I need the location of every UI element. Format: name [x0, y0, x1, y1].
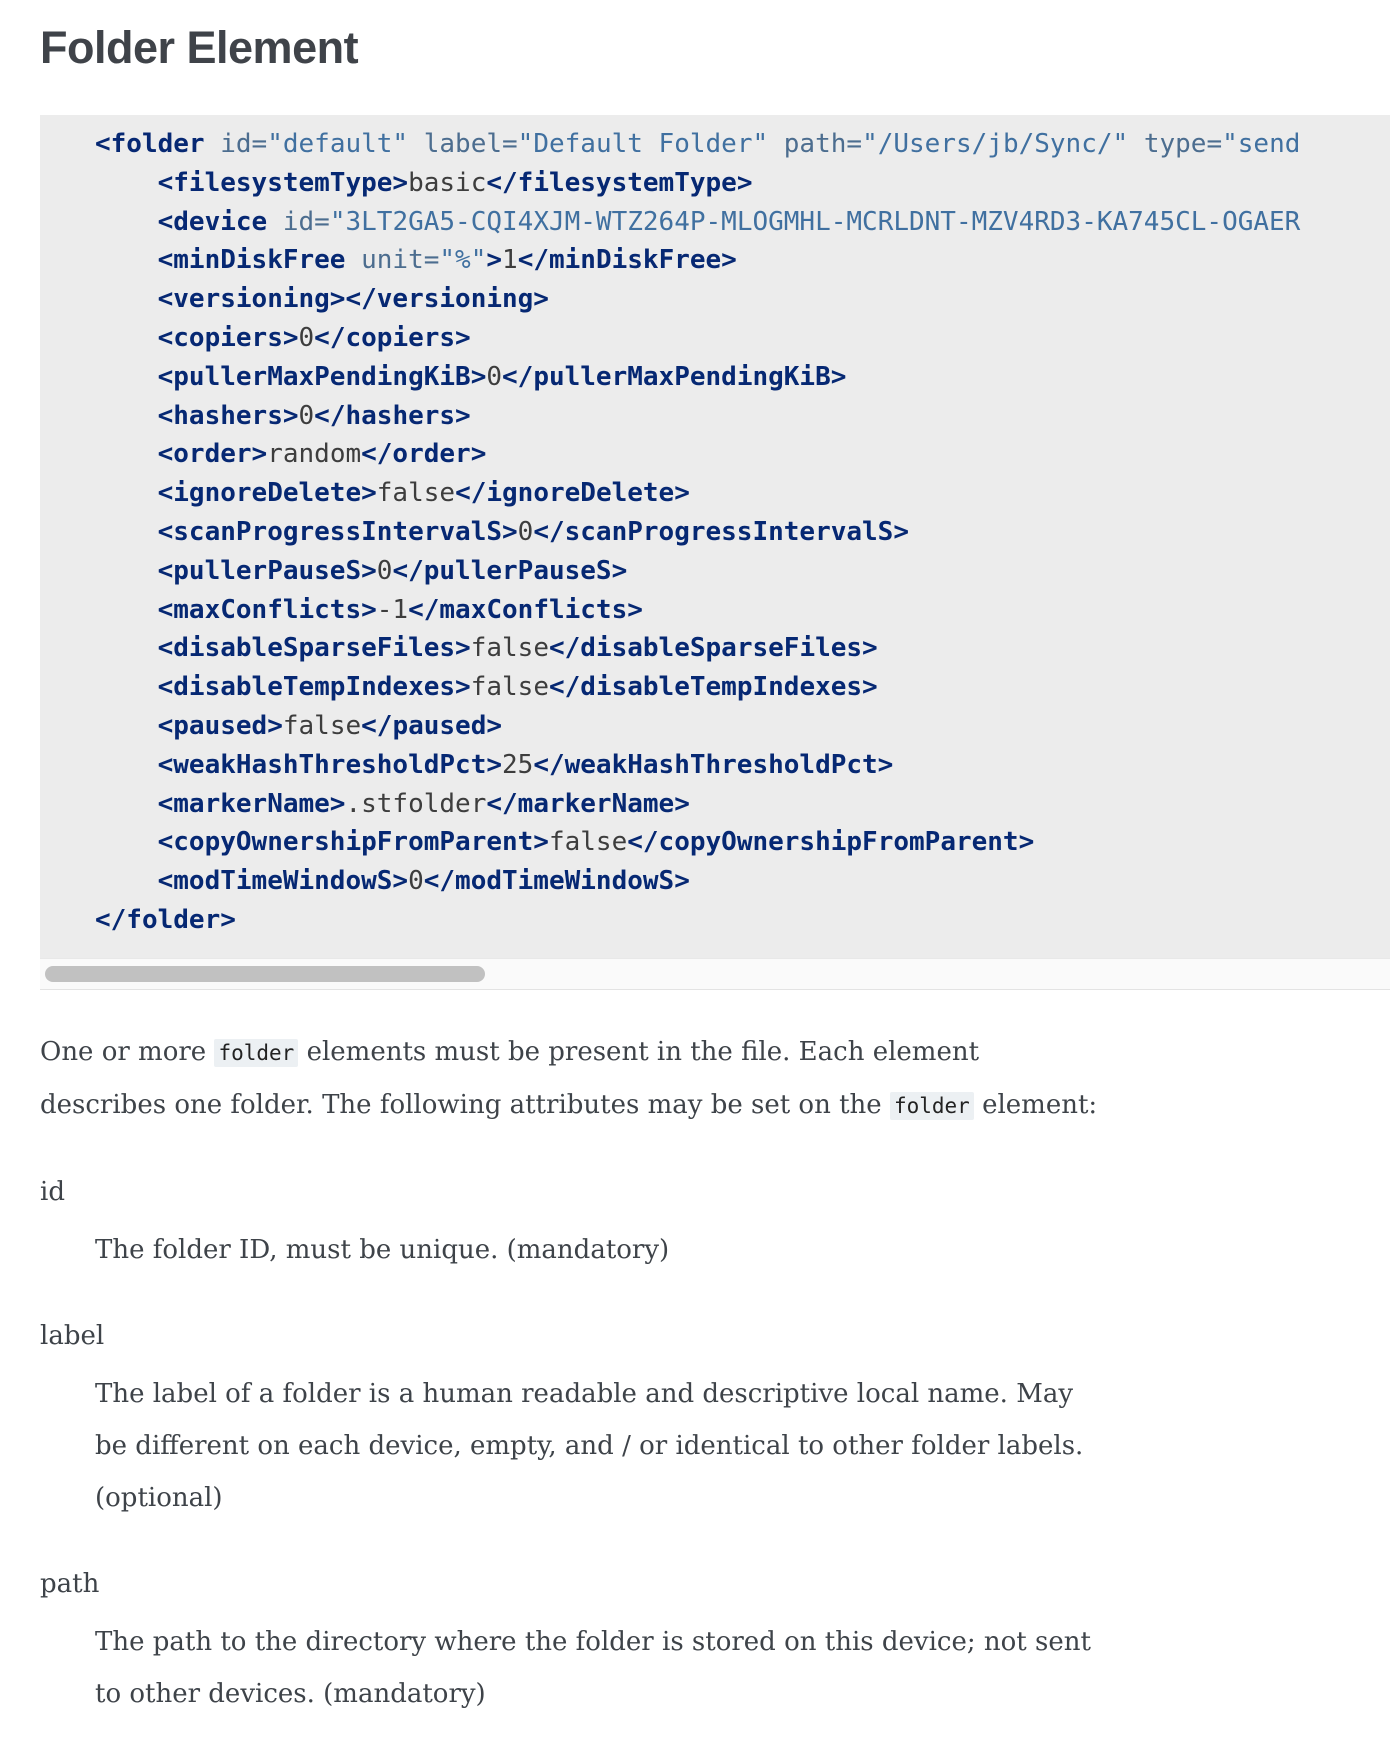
- code-token: >: [486, 245, 503, 276]
- attribute-term-path: path: [40, 1568, 100, 1599]
- code-token: false: [470, 633, 549, 664]
- code-line: [95, 629, 1380, 668]
- code-token: <order>: [157, 439, 268, 470]
- text-run: (optional): [95, 1482, 223, 1513]
- code-token: <weakHashThresholdPct>: [157, 749, 502, 780]
- code-line: [95, 513, 1380, 552]
- code-token: <hashers>: [157, 400, 299, 431]
- code-token: [95, 362, 158, 392]
- code-line: [95, 397, 1380, 436]
- code-token: [95, 633, 158, 663]
- code-line: [95, 319, 1380, 358]
- code-token: </ignoreDelete>: [455, 478, 690, 509]
- code-token: type=: [1143, 129, 1223, 159]
- code-token: random: [267, 439, 362, 470]
- code-token: [95, 401, 158, 431]
- code-line: [95, 746, 1380, 785]
- text-run: describes one folder. The following attributes may be set on the: [40, 1089, 890, 1120]
- code-line: [95, 785, 1380, 824]
- code-token: [408, 129, 424, 159]
- code-token: <disableSparseFiles>: [157, 633, 471, 664]
- horizontal-scrollbar-thumb[interactable]: [45, 966, 485, 982]
- code-line: [95, 164, 1380, 203]
- code-token: [267, 207, 283, 237]
- code-token: <scanProgressIntervalS>: [157, 516, 518, 547]
- code-token: </pullerPauseS>: [392, 555, 628, 586]
- code-token: <filesystemType>: [157, 167, 409, 198]
- code-token: 0: [408, 866, 424, 897]
- code-token: [95, 284, 158, 314]
- code-line: [95, 474, 1380, 513]
- code-token: </copyOwnershipFromParent>: [627, 827, 1035, 858]
- code-line: [95, 241, 1380, 280]
- text-line: [95, 1616, 1390, 1668]
- code-line: [95, 552, 1380, 591]
- code-token: [95, 827, 158, 857]
- code-token: "/Users/jb/Sync/": [862, 129, 1129, 159]
- code-token: </scanProgressIntervalS>: [533, 516, 909, 547]
- code-token: [95, 439, 158, 469]
- attribute-list: [40, 1166, 1390, 1720]
- code-token: .stfolder: [345, 788, 487, 819]
- code-token: </pullerMaxPendingKiB>: [502, 361, 847, 392]
- code-token: "Default Folder": [517, 129, 769, 159]
- code-token: 0: [298, 322, 315, 353]
- code-token: "send: [1222, 129, 1301, 159]
- code-token: [95, 595, 158, 625]
- code-token: </disableTempIndexes>: [548, 672, 878, 703]
- text-run: element:: [973, 1089, 1098, 1120]
- code-token: 0: [376, 555, 393, 586]
- text-line: [40, 1026, 1390, 1079]
- code-token: label=: [423, 129, 518, 159]
- code-token: false: [376, 478, 456, 509]
- horizontal-scrollbar[interactable]: [40, 958, 1390, 990]
- attribute-desc-path: [95, 1616, 1390, 1720]
- code-token: [768, 129, 784, 159]
- code-token: [95, 323, 158, 353]
- doc-content: [0, 20, 1390, 1720]
- code-line: [95, 280, 1380, 319]
- page-title: Folder Element: [40, 22, 359, 73]
- text-run: The label of a folder is a human readable and descriptive local name. May: [95, 1378, 1074, 1409]
- code-token: 1: [502, 245, 518, 276]
- code-token: [95, 750, 158, 780]
- text-line: [95, 1368, 1390, 1420]
- code-line: [95, 707, 1380, 746]
- code-token: [95, 789, 158, 819]
- code-token: "default": [267, 129, 409, 159]
- code-token: "3LT2GA5-CQI4XJM-WTZ264P-MLOGMHL-MCRLDNT-MZV4RD3-KA745CL-OGAER: [329, 206, 1301, 237]
- inline-code: folder: [214, 1039, 298, 1067]
- code-token: </copiers>: [314, 322, 471, 353]
- code-token: </filesystemType>: [486, 167, 753, 198]
- code-line: [95, 901, 1380, 940]
- code-token: unit=: [361, 245, 440, 276]
- code-token: <versioning></versioning>: [157, 284, 549, 315]
- code-token: <maxConflicts>: [157, 594, 377, 625]
- text-line: [40, 1079, 1390, 1132]
- code-token: -1: [376, 594, 409, 625]
- text-run: The folder ID, must be unique. (mandatory): [95, 1234, 670, 1265]
- code-token: <markerName>: [157, 788, 346, 819]
- code-token: 0: [298, 400, 315, 431]
- code-token: </modTimeWindowS>: [423, 866, 690, 897]
- intro-paragraph: [40, 1026, 1390, 1132]
- code-token: <folder: [95, 129, 205, 159]
- code-token: id=: [282, 206, 330, 237]
- code-token: id=: [220, 129, 268, 159]
- code-line: [95, 823, 1380, 862]
- code-token: </order>: [361, 439, 487, 470]
- code-token: path=: [783, 129, 863, 159]
- xml-code[interactable]: [40, 115, 1390, 958]
- text-run: The path to the directory where the folder is stored on this device; not sent: [95, 1626, 1091, 1657]
- code-token: 0: [517, 516, 534, 547]
- code-token: <ignoreDelete>: [157, 478, 377, 509]
- attribute-desc-id: [95, 1224, 1390, 1276]
- text-run: One or more: [40, 1036, 215, 1067]
- code-token: "%": [439, 245, 487, 276]
- code-token: </weakHashThresholdPct>: [533, 749, 894, 780]
- code-token: </paused>: [361, 710, 503, 741]
- code-line: [95, 358, 1380, 397]
- attribute-term-id: id: [40, 1176, 65, 1207]
- code-line: [95, 203, 1380, 242]
- code-token: [95, 711, 158, 741]
- attribute-desc-label: [95, 1368, 1390, 1524]
- code-line: [95, 862, 1380, 901]
- code-token: [95, 672, 158, 702]
- code-line: [95, 591, 1380, 630]
- text-run: be different on each device, empty, and / or identical to other folder labels.: [95, 1430, 1084, 1461]
- code-token: [95, 517, 158, 547]
- code-token: false: [282, 710, 362, 741]
- code-token: 25: [502, 749, 534, 780]
- text-line: [95, 1472, 1390, 1524]
- code-token: 0: [486, 361, 503, 392]
- code-token: <paused>: [157, 710, 283, 741]
- code-token: <disableTempIndexes>: [157, 672, 471, 703]
- text-run: to other devices. (mandatory): [95, 1678, 486, 1709]
- code-token: [95, 866, 158, 896]
- code-token: <modTimeWindowS>: [157, 866, 409, 897]
- text-run: elements must be present in the file. Each element: [298, 1036, 980, 1067]
- code-line: [95, 125, 1380, 164]
- code-line: [95, 435, 1380, 474]
- code-block: [40, 115, 1390, 958]
- code-token: </minDiskFree>: [517, 245, 737, 276]
- code-token: </markerName>: [486, 788, 690, 819]
- code-token: </folder>: [95, 904, 236, 935]
- attribute-term-label: label: [40, 1320, 105, 1351]
- code-line: [95, 668, 1380, 707]
- code-token: basic: [408, 167, 487, 198]
- code-token: false: [548, 827, 628, 858]
- code-token: [95, 207, 158, 237]
- code-token: </maxConflicts>: [408, 594, 643, 625]
- code-token: <device: [157, 206, 268, 237]
- code-token: </disableSparseFiles>: [548, 633, 878, 664]
- code-token: <minDiskFree: [157, 245, 346, 276]
- code-token: [95, 168, 158, 198]
- code-token: [205, 129, 221, 159]
- code-token: [95, 245, 158, 275]
- code-token: false: [470, 672, 549, 703]
- code-token: <pullerPauseS>: [157, 555, 377, 586]
- text-line: [95, 1420, 1390, 1472]
- text-line: [95, 1224, 1390, 1276]
- code-token: [1128, 129, 1144, 159]
- code-token: [345, 245, 361, 275]
- code-token: <copiers>: [157, 322, 299, 353]
- inline-code: folder: [890, 1092, 974, 1120]
- code-token: [95, 478, 158, 508]
- code-token: <pullerMaxPendingKiB>: [157, 361, 487, 392]
- text-line: [95, 1668, 1390, 1720]
- code-token: </hashers>: [314, 400, 471, 431]
- code-token: [95, 556, 158, 586]
- code-token: <copyOwnershipFromParent>: [157, 827, 549, 858]
